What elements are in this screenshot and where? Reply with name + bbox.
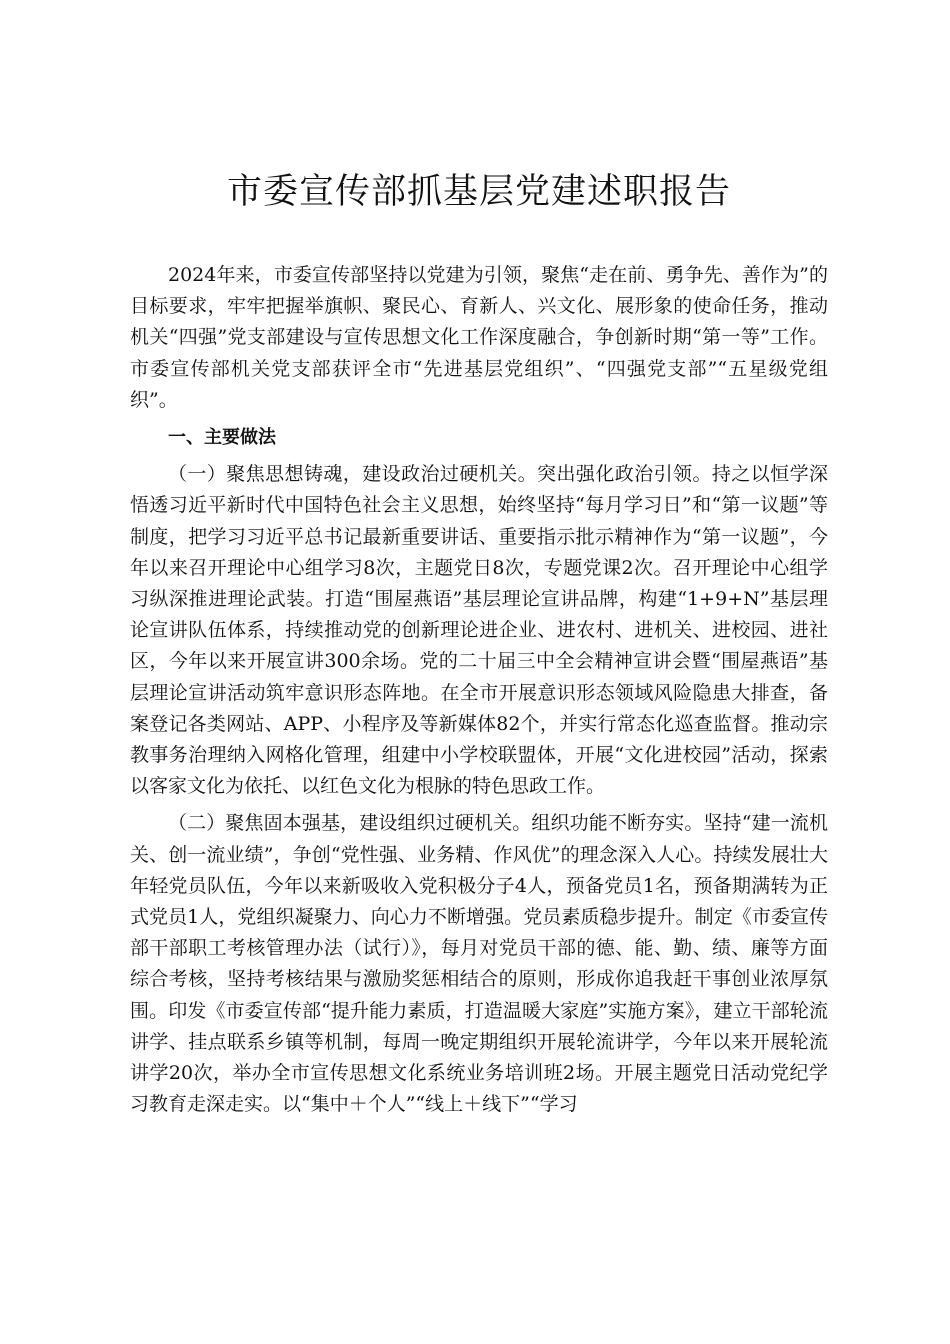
document-page bbox=[130, 168, 828, 1126]
body-paragraph-2: （二）聚焦固本强基，建设组织过硬机关。组织功能不断夯实。坚持“建一流机关、创一流业绩”，争创“党性强、业务精、作风优”的理念深入人心。持续发展壮大年轻党员队伍，今年以来新吸收入党积极分子4人，预备党员1名，预备期满转为正式党员1人，党组织凝聚力、向心力不断增强。党员素质稳步提升。制定《市委宣传部干部职工考核管理办法（试行）》，每月对党员干部的德、能、勤、绩、廉等方面综合考核，坚持考核结果与激励奖惩相结合的原则，形成你追我赶干事创业浓厚氛围。印发《市委宣传部“提升能力素质，打造温暖大家庭”实施方案》，建立干部轮流讲学、挂点联系乡镇等机制，每周一晚定期组织开展轮流讲学，今年以来开展轮流讲学20次，举办全市宣传思想文化系统业务培训班2场。开展主题党日活动党纪学习教育走深走实。以“集中＋个人”“线上＋线下”“学习 bbox=[130, 812, 828, 1116]
body-paragraph-1: （一）聚焦思想铸魂，建设政治过硬机关。突出强化政治引领。持之以恒学深悟透习近平新时代中国特色社会主义思想，始终坚持“每月学习日”和“第一议题”等制度，把学习习近平总书记最新重要讲话、重要指示批示精神作为“第一议题”，今年以来召开理论中心组学习8次，主题党日8次，专题党课2次。召开理论中心组学习纵深推进理论武装。打造“围屋燕语”基层理论宣讲品牌，构建“1+9+N”基层理论宣讲队伍体系，持续推动党的创新理论进企业、进农村、进机关、进校园、进社区，今年以来开展宣讲300余场。党的二十届三中全会精神宣讲会暨“围屋燕语”基层理论宣讲活动筑牢意识形态阵地。在全市开展意识形态领域风险隐患大排查，备案登记各类网站、APP、小程序及等新媒体82个，并实行常态化巡查监督。推动宗教事务治理纳入网格化管理，组建中小学校联盟体，开展“文化进校园”活动，探索以客家文化为依托、以红色文化为根脉的特色思政工作。 bbox=[130, 463, 828, 798]
document-title: 市委宣传部抓基层党建述职报告 bbox=[226, 172, 731, 212]
intro-paragraph: 2024年来，市委宣传部坚持以党建为引领，聚焦“走在前、勇争先、善作为”的目标要求，牢牢把握举旗帜、聚民心、育新人、兴文化、展形象的使命任务，推动机关“四强”党支部建设与宣传思想文化工作深度融合，争创新时期“第一等”工作。市委宣传部机关党支部获评全市“先进基层党组织”、“四强党支部”“五星级党组织”。 bbox=[130, 264, 828, 411]
section-heading: 一、主要做法 bbox=[168, 427, 276, 449]
